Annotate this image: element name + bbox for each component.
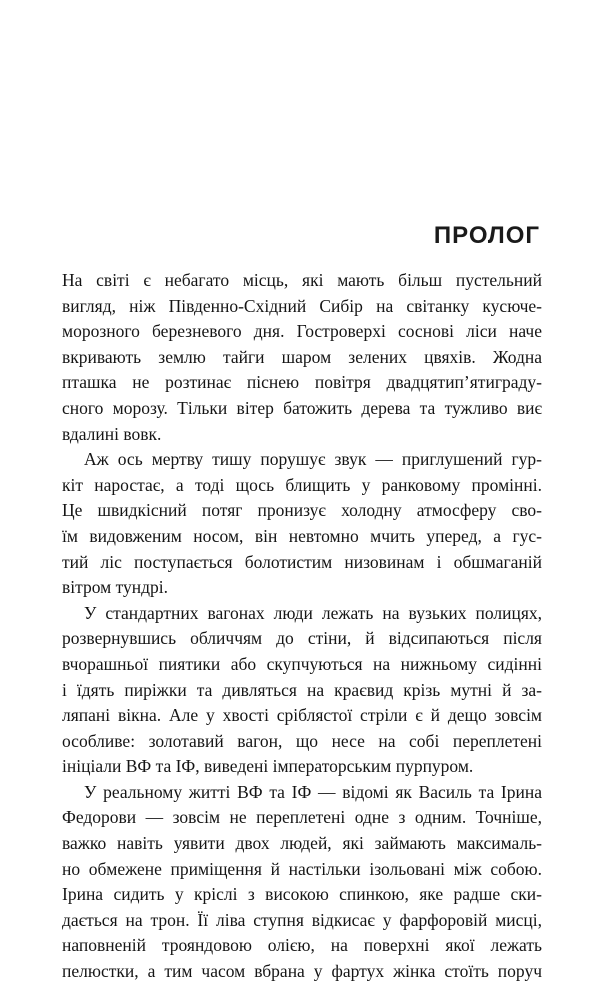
text-line: їм видовженим носом, він невтомно мчить уперед, а гус-	[62, 525, 542, 546]
text-line: і їдять пиріжки та дивляться на краєвид крізь мутні й за-	[62, 679, 542, 700]
text-line: вчорашньої пиятики або скупчуються на нижньому сидінні	[62, 653, 542, 674]
text-line: пелюстки, а тим часом вбрана у фартух жінка стоїть поруч	[62, 961, 542, 982]
text-line: тий ліс поступається болотистим низовинам і обшмаганій	[62, 551, 542, 572]
text-line: Аж ось мертву тишу порушує звук — приглушений гур-	[84, 449, 542, 470]
text-line: У реальному житті ВФ та ІФ — відомі як Василь та Ірина	[84, 781, 542, 802]
text-line: Федорови — зовсім не переплетені одне з одним. Точніше,	[62, 807, 542, 828]
text-line: пташка не розтинає піснею повітря двадцятип’ятиграду-	[62, 372, 542, 393]
text-line: дається на трон. Її ліва ступня відкисає у фарфоровій мисці,	[62, 909, 542, 930]
text-line: Ірина сидить у кріслі з високою спинкою, яке радше ски-	[62, 884, 542, 905]
chapter-body	[62, 268, 542, 985]
text-line: особливе: золотавий вагон, що несе на собі переплетені	[62, 730, 542, 751]
text-line: ляпані вікна. Але у хвості сріблястої стріли є й дещо зовсім	[62, 705, 542, 726]
text-line: вкривають землю тайги шаром зелених цвяхів. Жодна	[62, 346, 542, 367]
text-line: кіт наростає, а тоді щось блищить у ранковому промінні.	[62, 474, 542, 495]
text-line: ініціали ВФ та ІФ, виведені імператорським пурпуром.	[62, 756, 474, 777]
text-line: Це швидкісний потяг пронизує холодну атмосферу сво-	[62, 500, 542, 521]
text-line: сного морозу. Тільки вітер батожить дерева та тужливо виє	[62, 397, 542, 418]
text-line: розвернувшись обличчям до стіни, й відсипаються після	[62, 628, 542, 649]
text-line: наповненій трояндовою олією, на поверхні якої лежать	[62, 935, 542, 956]
text-line: важко навіть уявити двох людей, які займають максималь-	[62, 833, 542, 854]
text-line: вдалині вовк.	[62, 423, 162, 444]
text-line: вітром тундрі.	[62, 577, 169, 598]
chapter-title: ПРОЛОГ	[433, 222, 540, 249]
text-line: У стандартних вагонах люди лежать на вузьких полицях,	[84, 602, 542, 623]
text-line: морозного березневого дня. Гостроверхі соснові ліси наче	[62, 321, 542, 342]
text-line: но обмежене приміщення й настільки ізольовані між собою.	[62, 858, 542, 879]
text-line: На світі є небагато місць, які мають більш пустельний	[62, 270, 542, 290]
text-line: вигляд, ніж Південно-Східний Сибір на світанку кусюче-	[62, 295, 542, 316]
